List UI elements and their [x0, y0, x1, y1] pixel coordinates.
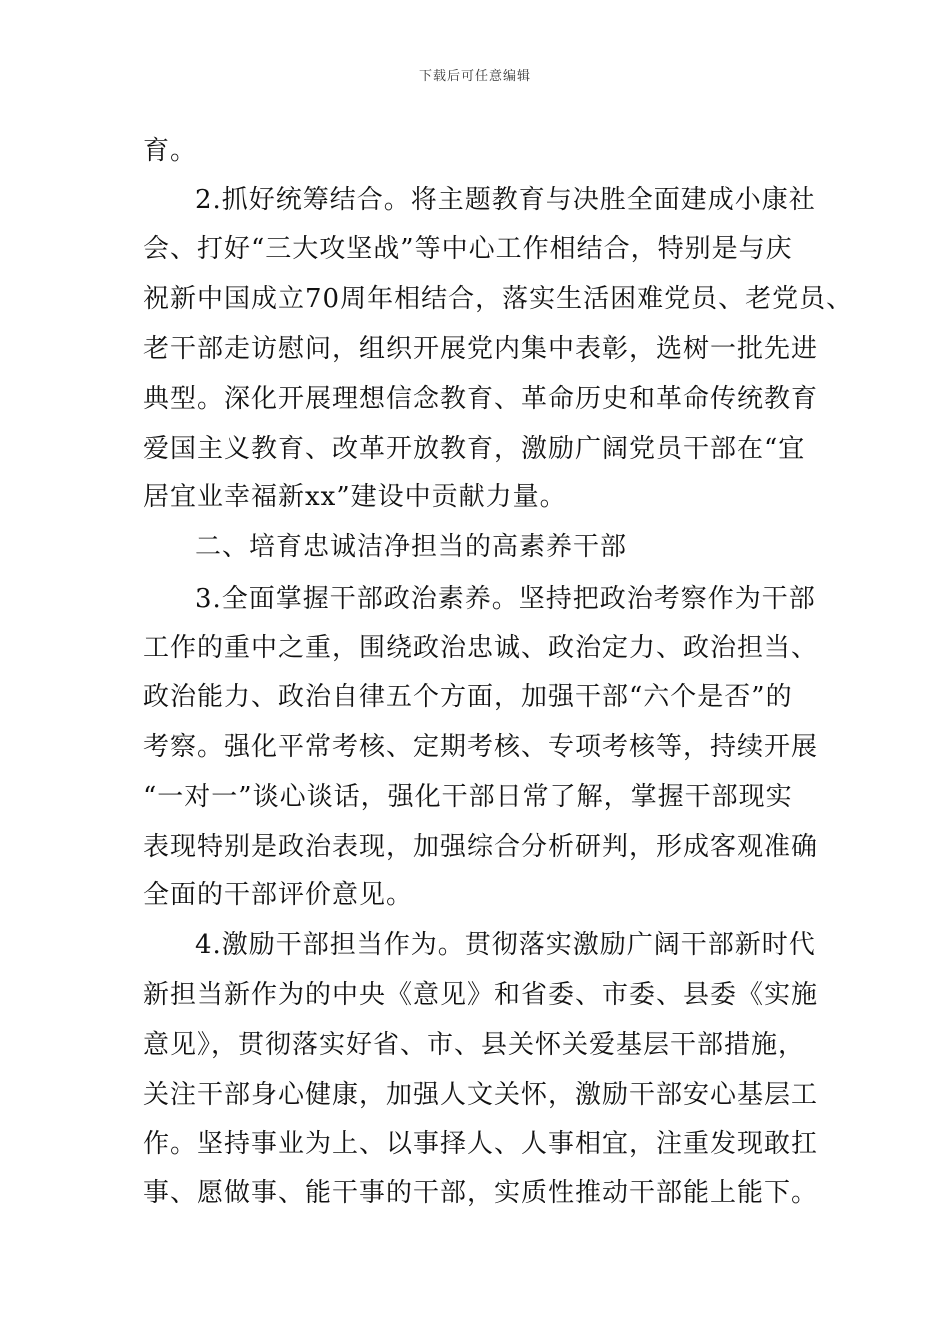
text-line: 关注干部身心健康，加强人文关怀，激励干部安心基层工 — [143, 1080, 819, 1110]
text-line: 政治能力、政治自律五个方面，加强干部“六个是否”的 — [143, 682, 793, 712]
text-line: 爱国主义教育、改革开放教育，激励广阔党员干部在“宜 — [143, 434, 806, 464]
text-line: 工作的重中之重，围绕政治忠诚、政治定力、政治担当、 — [143, 633, 819, 663]
paragraph-first-line: 4.激励干部担当作为。贯彻落实激励广阔干部新时代 — [195, 930, 816, 960]
page-header-note: 下载后可任意编辑 — [418, 69, 531, 84]
text-line: 事、愿做事、能干事的干部，实质性推动干部能上能下。 — [143, 1178, 819, 1208]
text-line: 意见》，贯彻落实好省、市、县关怀关爱基层干部措施， — [143, 1030, 806, 1060]
text-line: 表现特别是政治表现，加强综合分析研判，形成客观准确 — [143, 832, 819, 862]
text-line: 考察。强化平常考核、定期考核、专项考核等，持续开展 — [143, 732, 819, 762]
text-line: 居宜业幸福新xx”建设中贡献力量。 — [143, 482, 567, 512]
text-line: 祝新中国成立70周年相结合，落实生活困难党员、老党员、 — [143, 284, 854, 314]
text-line: 老干部走访慰问，组织开展党内集中表彰，选树一批先进 — [143, 334, 819, 364]
text-line: 典型。深化开展理想信念教育、革命历史和革命传统教育 — [143, 384, 819, 414]
text-line: 新担当新作为的中央《意见》和省委、市委、县委《实施 — [143, 980, 819, 1010]
text-line: 会、打好“三大攻坚战”等中心工作相结合，特别是与庆 — [143, 234, 793, 264]
text-line: 作。坚持事业为上、以事择人、人事相宜，注重发现敢扛 — [143, 1129, 819, 1159]
section-heading: 二、培育忠诚洁净担当的高素养干部 — [195, 532, 628, 562]
paragraph-first-line: 3.全面掌握干部政治素养。坚持把政治考察作为干部 — [195, 584, 816, 614]
text-line: 全面的干部评价意见。 — [143, 880, 414, 910]
text-line: 育。 — [143, 136, 198, 166]
paragraph-first-line: 2.抓好统筹结合。将主题教育与决胜全面建成小康社 — [195, 185, 816, 215]
text-line: “一对一”谈心谈话，强化干部日常了解，掌握干部现实 — [143, 782, 793, 812]
